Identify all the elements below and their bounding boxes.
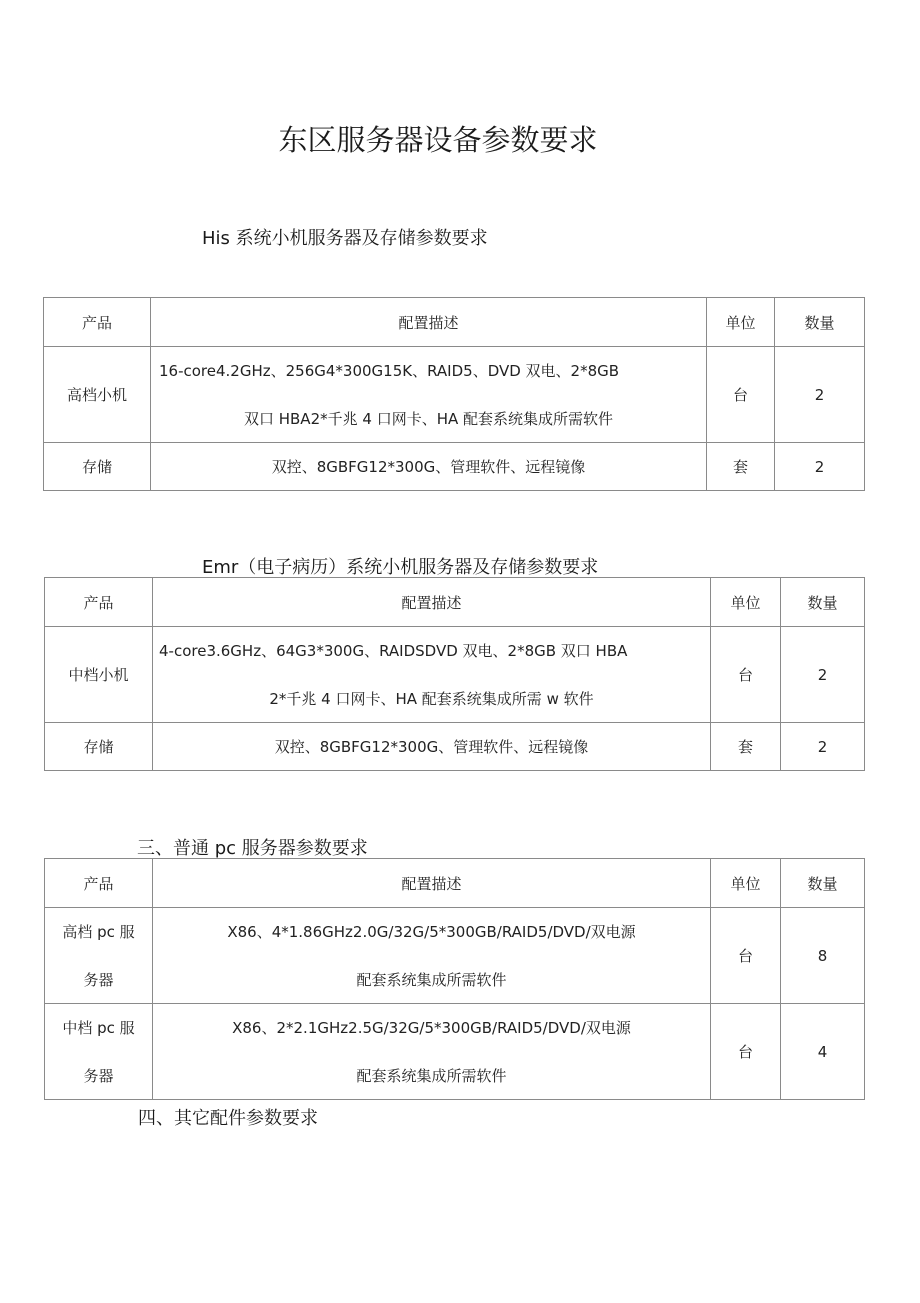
cell-desc bbox=[151, 347, 707, 443]
spec-table-his bbox=[43, 297, 865, 491]
spec-table-emr bbox=[44, 577, 865, 771]
table-row bbox=[45, 627, 865, 723]
product-line-2: 务器 bbox=[83, 1066, 114, 1085]
table-header-row bbox=[44, 298, 865, 347]
cell-desc bbox=[151, 443, 707, 491]
cell-unit: 台 bbox=[711, 627, 781, 723]
desc-line-2: 双口 HBA2*千兆 4 口网卡、HA 配套系统集成所需软件 bbox=[243, 409, 614, 428]
cell-unit: 台 bbox=[707, 347, 775, 443]
cell-desc bbox=[153, 908, 711, 1004]
table-row bbox=[44, 443, 865, 491]
desc-line-1: X86、2*2.1GHz2.5G/32G/5*300GB/RAID5/DVD/双电源 bbox=[232, 1018, 631, 1037]
cell-product: 存储 bbox=[44, 443, 151, 491]
desc-line-2: 配套系统集成所需软件 bbox=[356, 970, 507, 989]
product-line-1: 中档 pc 服 bbox=[62, 1018, 135, 1037]
section-heading-his: His 系统小机服务器及存储参数要求 bbox=[202, 228, 488, 249]
header-unit: 单位 bbox=[707, 298, 775, 347]
cell-desc bbox=[153, 1004, 711, 1100]
cell-unit: 台 bbox=[711, 1004, 781, 1100]
product-line-1: 高档 pc 服 bbox=[62, 922, 135, 941]
spec-table-pc bbox=[44, 858, 865, 1100]
cell-desc bbox=[153, 723, 711, 771]
cell-unit: 套 bbox=[711, 723, 781, 771]
cell-product bbox=[45, 908, 153, 1004]
section-heading-pc: 三、普通 pc 服务器参数要求 bbox=[137, 838, 368, 859]
table-row bbox=[45, 908, 865, 1004]
table-header-row bbox=[45, 578, 865, 627]
header-unit: 单位 bbox=[711, 859, 781, 908]
cell-qty: 2 bbox=[775, 347, 865, 443]
header-desc: 配置描述 bbox=[153, 578, 711, 627]
header-product: 产品 bbox=[44, 298, 151, 347]
table-row bbox=[44, 347, 865, 443]
cell-product: 存储 bbox=[45, 723, 153, 771]
desc-line-2: 2*千兆 4 口网卡、HA 配套系统集成所需 w 软件 bbox=[269, 689, 594, 708]
section-heading-accessories: 四、其它配件参数要求 bbox=[138, 1108, 318, 1129]
desc-line-1: 双控、8GBFG12*300G、管理软件、远程镜像 bbox=[274, 738, 589, 756]
desc-line-1: 4-core3.6GHz、64G3*300G、RAIDSDVD 双电、2*8GB 双口 HBA bbox=[159, 641, 628, 660]
header-unit: 单位 bbox=[711, 578, 781, 627]
cell-product bbox=[45, 1004, 153, 1100]
desc-line-1: X86、4*1.86GHz2.0G/32G/5*300GB/RAID5/DVD/双电源 bbox=[227, 922, 636, 941]
cell-qty: 2 bbox=[781, 627, 865, 723]
header-qty: 数量 bbox=[775, 298, 865, 347]
cell-product: 高档小机 bbox=[44, 347, 151, 443]
cell-qty: 2 bbox=[775, 443, 865, 491]
header-qty: 数量 bbox=[781, 859, 865, 908]
product-line-2: 务器 bbox=[83, 970, 114, 989]
table-row bbox=[45, 1004, 865, 1100]
cell-qty: 8 bbox=[781, 908, 865, 1004]
table-header-row bbox=[45, 859, 865, 908]
desc-line-1: 双控、8GBFG12*300G、管理软件、远程镜像 bbox=[271, 458, 586, 476]
header-desc: 配置描述 bbox=[153, 859, 711, 908]
cell-product: 中档小机 bbox=[45, 627, 153, 723]
page-title: 东区服务器设备参数要求 bbox=[278, 123, 598, 157]
cell-qty: 4 bbox=[781, 1004, 865, 1100]
cell-qty: 2 bbox=[781, 723, 865, 771]
section-heading-emr: Emr（电子病历）系统小机服务器及存储参数要求 bbox=[202, 557, 599, 578]
cell-unit: 套 bbox=[707, 443, 775, 491]
cell-desc bbox=[153, 627, 711, 723]
header-product: 产品 bbox=[45, 859, 153, 908]
header-desc: 配置描述 bbox=[151, 298, 707, 347]
header-qty: 数量 bbox=[781, 578, 865, 627]
cell-unit: 台 bbox=[711, 908, 781, 1004]
header-product: 产品 bbox=[45, 578, 153, 627]
desc-line-2: 配套系统集成所需软件 bbox=[356, 1066, 507, 1085]
table-row bbox=[45, 723, 865, 771]
desc-line-1: 16-core4.2GHz、256G4*300G15K、RAID5、DVD 双电、2*8GB bbox=[159, 361, 620, 380]
